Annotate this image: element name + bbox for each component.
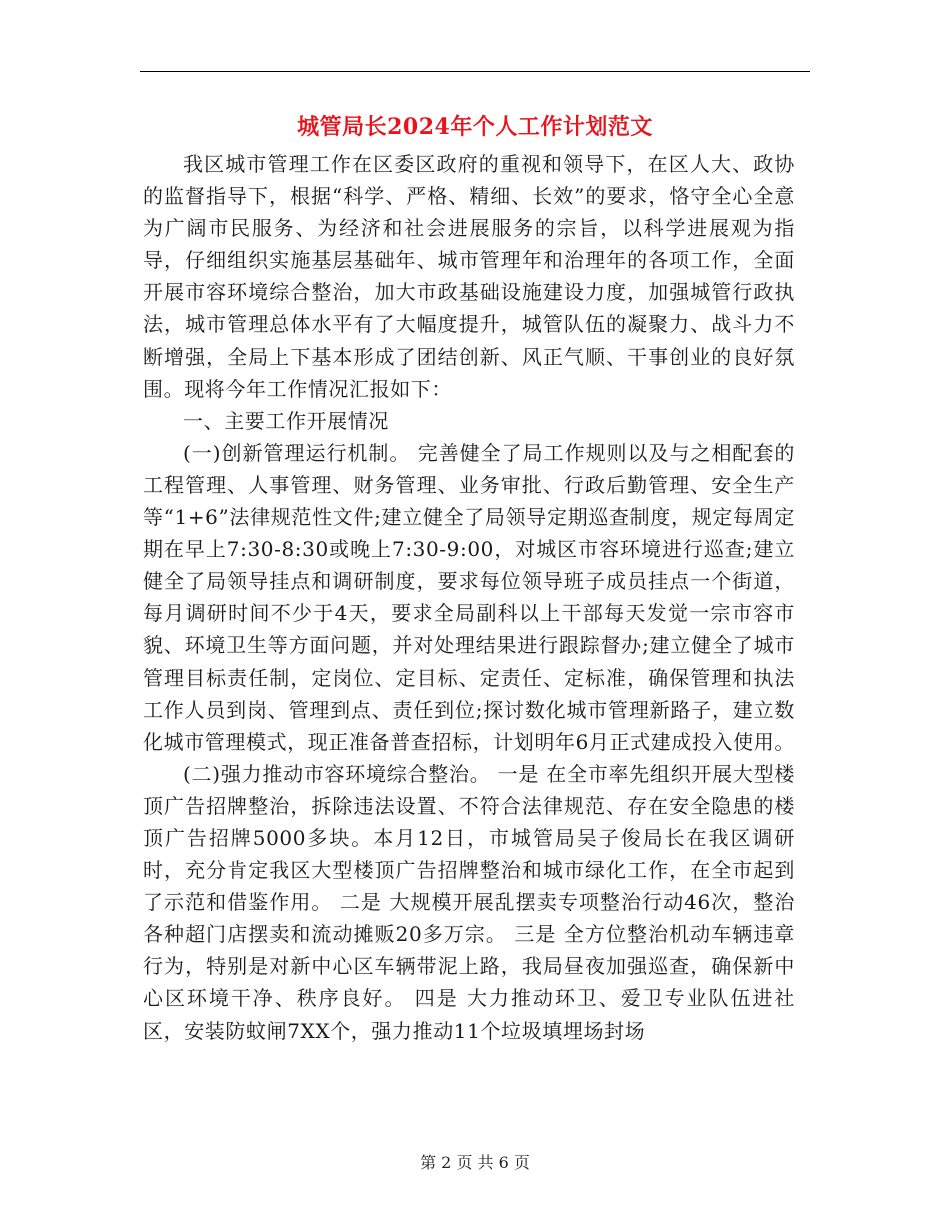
- document-body: [143, 148, 795, 1047]
- document-title: 城管局长2024年个人工作计划范文: [297, 114, 653, 140]
- header-rule: [140, 71, 810, 72]
- section-heading-main-work: 一、主要工作开展情况: [183, 408, 389, 433]
- paragraph-environment-rectification: (二)强力推动市容环境综合整治。 一是 在全市率先组织开展大型楼顶广告招牌整治，拆除违法设置、不符合法律规范、存在安全隐患的楼顶广告招牌5000多块。本月12日，市城管局吴子俊局长在我区调研时，充分肯定我区大型楼顶广告招牌整治和城市绿化工作，在全市起到了示范和借鉴作用。 二是 大规模开展乱摆卖专项整治行动46次，整治各种超门店摆卖和流动摊贩20多万宗。 三是 全方位整治机动车辆违章行为，特别是对新中心区车辆带泥上路，我局昼夜加强巡查，确保新中心区环境干净、秩序良好。 四是 大力推动环卫、爱卫专业队伍进社区，安装防蚊闸7XX个，强力推动11个垃圾填埋场封场: [143, 761, 795, 1043]
- page-number: 第 2 页 共 6 页: [420, 1153, 530, 1172]
- page-footer: [0, 1152, 950, 1174]
- paragraph-management-mechanism: (一)创新管理运行机制。 完善健全了局工作规则以及与之相配套的工程管理、人事管理、财务管理、业务审批、行政后勤管理、安全生产等“1+6”法律规范性文件;建立健全了局领导定期巡查制度，规定每周定期在早上7:30-8:30或晚上7:30-9:00，对城区市容环境进行巡查;建立健全了局领导挂点和调研制度，要求每位领导班子成员挂点一个街道，每月调研时间不少于4天，要求全局副科以上干部每天发觉一宗市容市貌、环境卫生等方面问题，并对处理结果进行跟踪督办;建立健全了城市管理目标责任制，定岗位、定目标、定责任、定标准，确保管理和执法工作人员到岗、管理到点、责任到位;探讨数化城市管理新路子，建立数化城市管理模式，现正准备普查招标，计划明年6月正式建成投入使用。: [143, 440, 795, 754]
- paragraph-intro: 我区城市管理工作在区委区政府的重视和领导下，在区人大、政协的监督指导下，根据“科学、严格、精细、长效”的要求，恪守全心全意为广阔市民服务、为经济和社会进展服务的宗旨，以科学进展观为指导，仔细组织实施基层基础年、城市管理年和治理年的各项工作，全面开展市容环境综合整治，加大市政基础设施建设力度，加强城管行政执法，城市管理总体水平有了大幅度提升，城管队伍的凝聚力、战斗力不断增强，全局上下基本形成了团结创新、风正气顺、干事创业的良好氛围。现将今年工作情况汇报如下：: [143, 152, 795, 401]
